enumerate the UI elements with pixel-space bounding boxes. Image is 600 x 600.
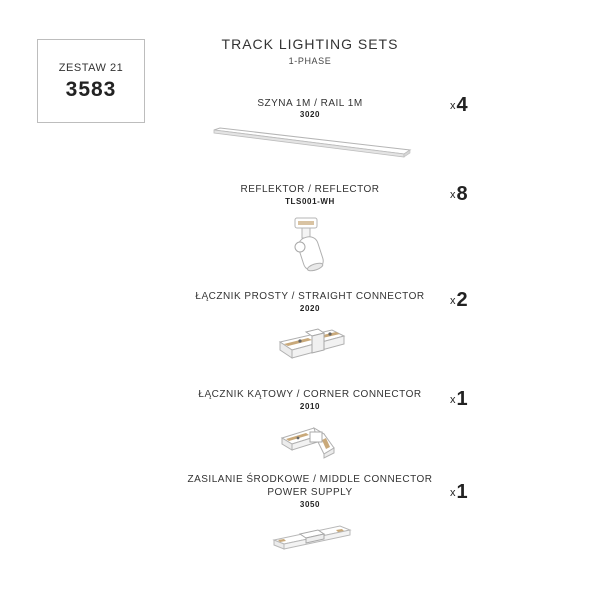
item-code: 2010	[299, 402, 321, 411]
item-quantity	[450, 183, 468, 206]
quantity-prefix: x	[450, 100, 456, 112]
quantity-prefix: x	[450, 487, 456, 499]
page-title: TRACK LIGHTING SETS	[221, 36, 399, 52]
item-code: 3020	[299, 110, 321, 119]
item-code: 2020	[299, 304, 321, 313]
rail-icon	[212, 126, 412, 158]
reflector-icon	[285, 216, 335, 274]
quantity-prefix: x	[450, 295, 456, 307]
set-box	[37, 39, 145, 123]
item-quantity	[450, 94, 468, 117]
item-quantity	[450, 481, 468, 504]
quantity-prefix: x	[450, 394, 456, 406]
item-quantity	[450, 388, 468, 411]
quantity-prefix: x	[450, 189, 456, 201]
set-number: 3583	[65, 78, 117, 101]
item-code: TLS001-WH	[285, 197, 335, 206]
quantity-value: 1	[456, 388, 468, 410]
item-quantity	[450, 289, 468, 312]
item-name: ZASILANIE ŚRODKOWE / MIDDLE CONNECTOR	[187, 474, 433, 485]
quantity-value: 2	[456, 289, 468, 311]
page-subtitle: 1-PHASE	[288, 56, 332, 66]
quantity-value: 4	[456, 94, 468, 116]
corner-connector-icon	[280, 418, 338, 458]
item-name: SZYNA 1M / RAIL 1M	[257, 98, 363, 109]
item-name: REFLEKTOR / REFLECTOR	[240, 184, 380, 195]
quantity-value: 8	[456, 183, 468, 205]
middle-power-supply-icon	[270, 520, 354, 552]
item-name-line2: POWER SUPPLY	[267, 487, 353, 498]
quantity-value: 1	[456, 481, 468, 503]
item-code: 3050	[299, 500, 321, 509]
set-label: ZESTAW 21	[58, 62, 124, 74]
item-name: ŁĄCZNIK PROSTY / STRAIGHT CONNECTOR	[195, 291, 425, 302]
straight-connector-icon	[278, 320, 348, 362]
item-name: ŁĄCZNIK KĄTOWY / CORNER CONNECTOR	[198, 389, 422, 400]
